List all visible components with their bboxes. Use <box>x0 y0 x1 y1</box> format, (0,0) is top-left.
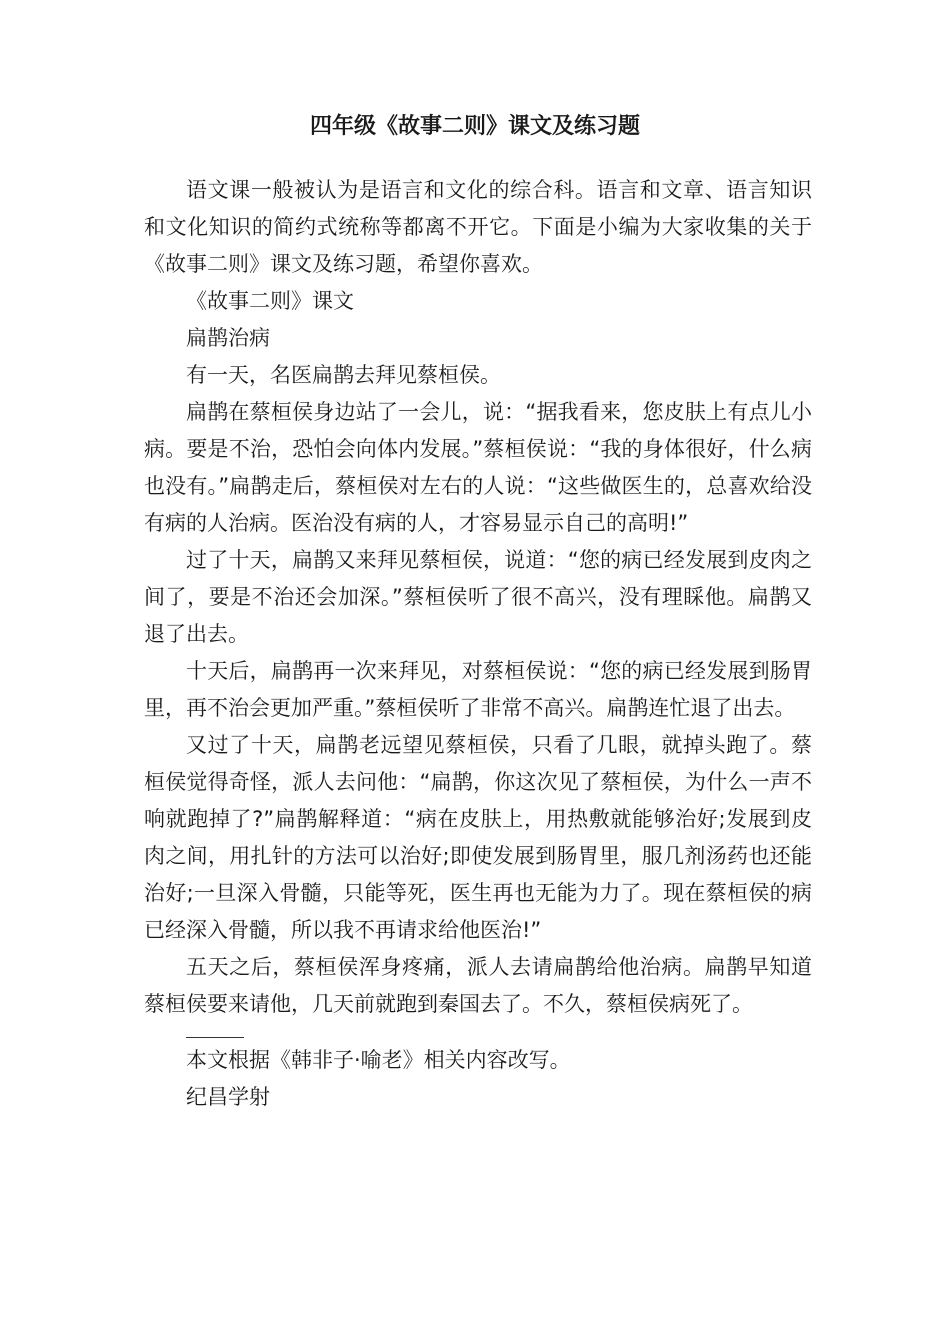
story-paragraph: 有一天，名医扁鹊去拜见蔡桓侯。 <box>186 363 501 387</box>
intro-paragraph: 语文课一般被认为是语言和文化的综合科。语言和文章、语言知识和文化知识的简约式统称等都离不开它。下面是小编为大家收集的关于《故事二则》课文及练习题，希望你喜欢。 <box>144 178 812 276</box>
story-paragraph: 又过了十天，扁鹊老远望见蔡桓侯，只看了几眼，就掉头跑了。蔡桓侯觉得奇怪，派人去问他：“扁鹊，你这次见了蔡桓侯，为什么一声不响就跑掉了?”扁鹊解释道：“病在皮肤上，用热敷就能够治好;发展到皮肉之间，用扎针的方法可以治好;即使发展到肠胃里，服几剂汤药也还能治好;一旦深入骨髓，只能等死，医生再也无能为力了。现在蔡桓侯的病已经深入骨髓，所以我不再请求给他医治!” <box>144 733 812 942</box>
story-paragraph: 过了十天，扁鹊又来拜见蔡桓侯，说道：“您的病已经发展到皮肉之间了，要是不治还会加深。”蔡桓侯听了很不高兴，没有理睬他。扁鹊又退了出去。 <box>144 548 812 646</box>
document-title: 四年级《故事二则》课文及练习题 <box>309 114 640 139</box>
document-body <box>144 172 812 1116</box>
footnote-divider <box>186 1037 244 1038</box>
story-paragraph: 扁鹊在蔡桓侯身边站了一会儿，说：“据我看来，您皮肤上有点儿小病。要是不治，恐怕会向体内发展。”蔡桓侯说：“我的身体很好，什么病也没有。”扁鹊走后，蔡桓侯对左右的人说：“这些做医生的，总喜欢给没有病的人治病。医治没有病的人，才容易显示自己的高明!” <box>144 400 812 535</box>
story-paragraph: 十天后，扁鹊再一次来拜见，对蔡桓侯说：“您的病已经发展到肠胃里，再不治会更加严重。”蔡桓侯听了非常不高兴。扁鹊连忙退了出去。 <box>144 659 812 720</box>
story-paragraph: 五天之后，蔡桓侯浑身疼痛，派人去请扁鹊给他治病。扁鹊早知道蔡桓侯要来请他，几天前就跑到秦国去了。不久，蔡桓侯病死了。 <box>144 955 812 1016</box>
section-heading: 《故事二则》课文 <box>186 289 354 313</box>
story-title: 纪昌学射 <box>186 1085 270 1109</box>
footnote-text: 本文根据《韩非子·喻老》相关内容改写。 <box>186 1048 571 1072</box>
story-title: 扁鹊治病 <box>186 326 270 350</box>
